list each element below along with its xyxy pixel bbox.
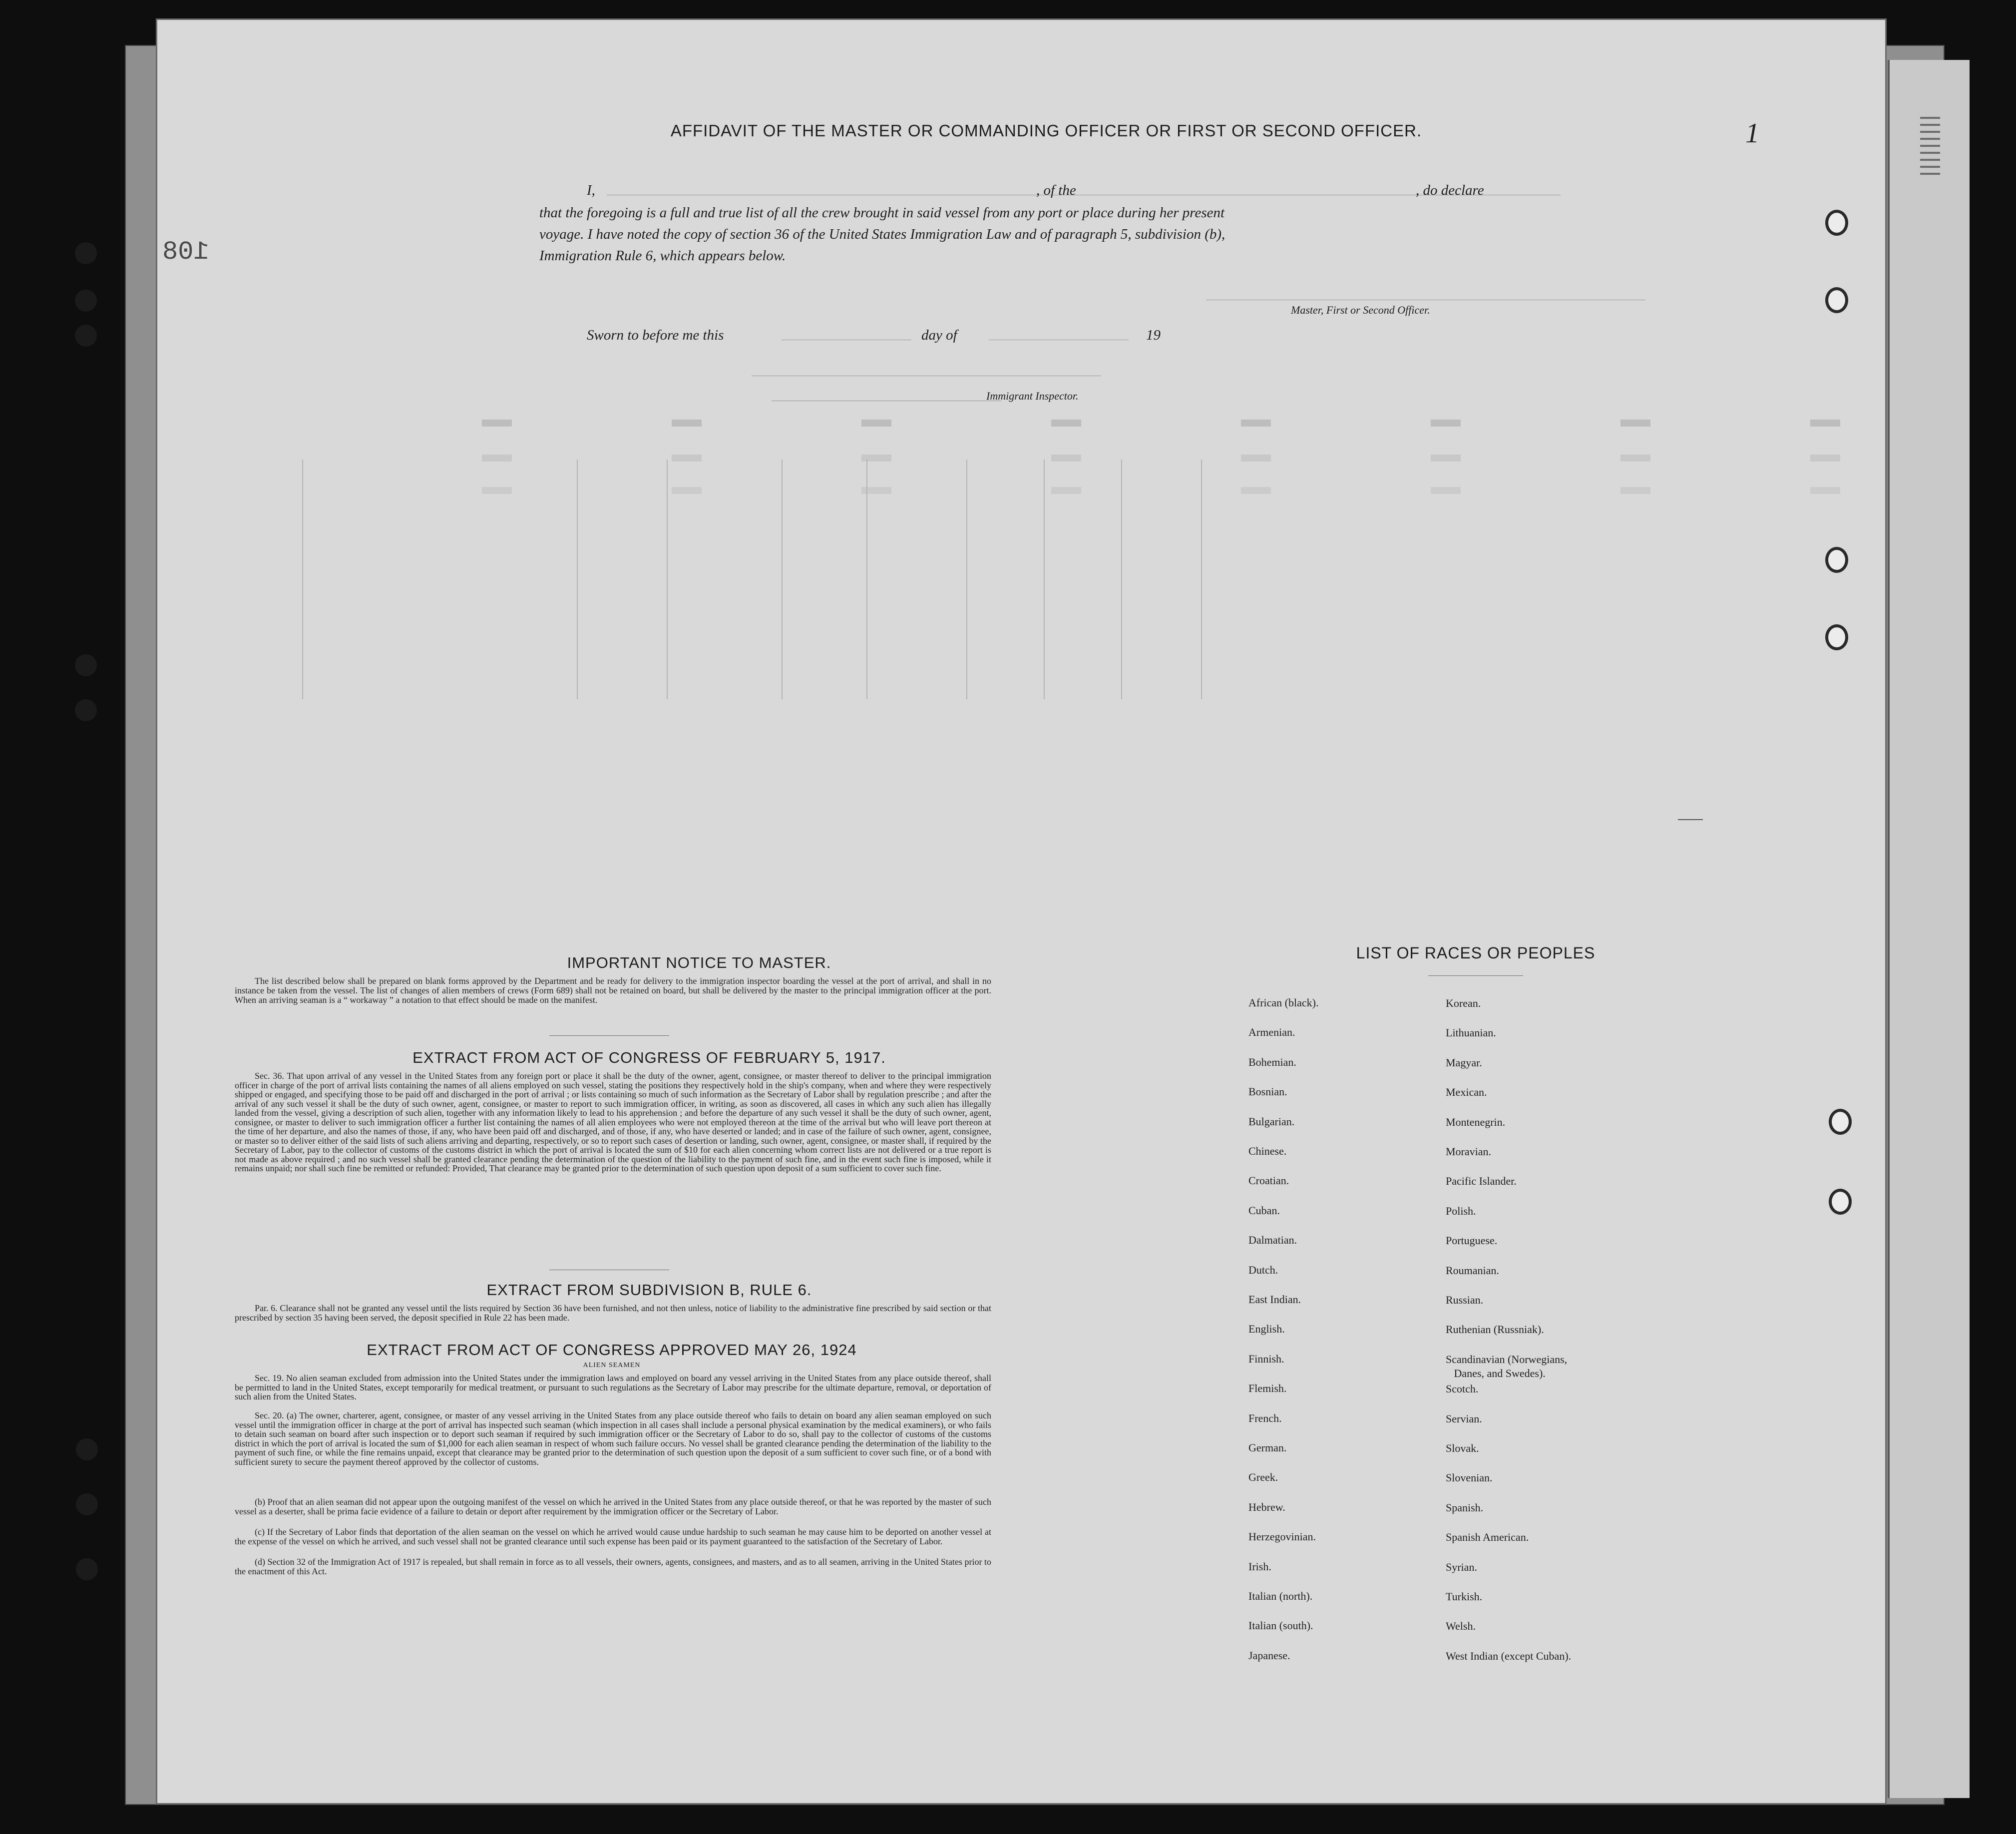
affidavit-i: I, xyxy=(587,182,595,198)
race-item: Servian. xyxy=(1446,1412,1482,1425)
race-item: Bosnian. xyxy=(1248,1085,1287,1098)
race-item: German. xyxy=(1248,1441,1287,1454)
binder-hole xyxy=(75,242,97,264)
race-item: Bohemian. xyxy=(1248,1055,1296,1068)
affidavit-title: AFFIDAVIT OF THE MASTER OR COMMANDING OFFICER OR FIRST OR SECOND OFFICER. xyxy=(670,121,1422,140)
extract-1924-sec20b: (b) Proof that an alien seaman did not appear upon the outgoing manifest of the vessel on which he arrived in the United States from any place outside thereof, or that he was reported by the master of such vessel as a deserter, shall be prima facie evidence of a failure to detain or deport after requirement by the immigration officer or the Secretary of Labor. xyxy=(235,1497,991,1516)
show-through-line xyxy=(1044,459,1045,699)
punch-hole xyxy=(1825,624,1848,650)
race-item: African (black). xyxy=(1248,996,1319,1009)
binder-hole xyxy=(75,699,97,721)
race-item: Roumanian. xyxy=(1446,1264,1499,1277)
race-item: West Indian (except Cuban). xyxy=(1446,1649,1572,1662)
show-through-line xyxy=(577,459,578,699)
show-through-text xyxy=(437,455,1940,461)
edge-strip-marks xyxy=(1920,115,1940,175)
binder-hole xyxy=(76,1438,98,1460)
show-through-text xyxy=(437,420,1940,427)
race-item: Slovak. xyxy=(1446,1442,1479,1454)
show-through-line xyxy=(1121,459,1122,699)
races-title: LIST OF RACES OR PEOPLES xyxy=(1356,944,1596,962)
show-through-text xyxy=(437,487,1940,494)
divider xyxy=(549,1035,669,1036)
punch-hole xyxy=(1829,1109,1852,1135)
day-of-label: day of xyxy=(921,327,957,343)
race-item: Korean. xyxy=(1446,997,1481,1009)
extract-1924-sec20c: (c) If the Secretary of Labor finds that deportation of the alien seaman on the vessel on which he arrived would cause undue hardship to such seaman he may cause him to be deported on another vessel at the expense of the vessel on which he arrived, and such vessel shall not be granted clearance until such expense has been paid or its payment guaranteed to the satisfaction of the Secretary of Labor. xyxy=(235,1527,991,1546)
show-through-line xyxy=(782,459,783,699)
race-item: Croatian. xyxy=(1248,1174,1289,1187)
notice-text: The list described below shall be prepared on blank forms approved by the Department and be ready for delivery to the immigration inspector boarding the vessel at the port of arrival, and shall in no instance be taken from the vessel. The list of changes of alien members of crews (Form 689) shall not be retained on board, but shall be delivered by the master to the principal immigration officer at the port. When an arriving seaman is a “ workaway ” a notation to that effect should be made on the manifest. xyxy=(235,976,991,1005)
race-item: Lithuanian. xyxy=(1446,1026,1496,1039)
document-page xyxy=(157,20,1885,1803)
race-item: Ruthenian (Russniak). xyxy=(1446,1323,1544,1336)
affidavit-body-line3: voyage. I have noted the copy of section 36 of the United States Immigration Law and of paragraph 5, subdivision (b), xyxy=(539,226,1225,242)
stamp-number: 108 xyxy=(162,237,209,267)
race-item: Moravian. xyxy=(1446,1145,1492,1158)
show-through-line xyxy=(866,459,867,699)
show-through-line xyxy=(966,459,967,699)
affidavit-body-line2: that the foregoing is a full and true list of all the crew brought in said vessel from any port or place during her present xyxy=(539,205,1225,221)
extract-1924-subtitle: ALIEN SEAMEN xyxy=(583,1362,641,1369)
binder-hole xyxy=(75,325,97,347)
race-item: Greek. xyxy=(1248,1471,1278,1484)
divider xyxy=(1428,975,1523,976)
race-item: Armenian. xyxy=(1248,1026,1295,1039)
race-item: English. xyxy=(1248,1323,1285,1336)
race-item: East Indian. xyxy=(1248,1293,1301,1306)
race-item: Portuguese. xyxy=(1446,1234,1498,1247)
race-item: Scandinavian (Norwegians, Danes, and Swedes). xyxy=(1446,1353,1568,1379)
race-item: Syrian. xyxy=(1446,1560,1477,1573)
race-item: Pacific Islander. xyxy=(1446,1175,1517,1188)
year-label: 19 xyxy=(1146,327,1161,343)
race-item: Polish. xyxy=(1446,1204,1476,1217)
sworn-label: Sworn to before me this xyxy=(587,327,724,343)
punch-hole xyxy=(1825,547,1848,573)
race-item: Chinese. xyxy=(1248,1145,1287,1157)
race-item: Spanish. xyxy=(1446,1501,1484,1514)
race-item: Dutch. xyxy=(1248,1263,1278,1276)
punch-hole xyxy=(1829,1189,1852,1215)
race-item: Hebrew. xyxy=(1248,1500,1285,1513)
race-item: Welsh. xyxy=(1446,1620,1476,1633)
race-item: Finnish. xyxy=(1248,1352,1284,1365)
race-item: Turkish. xyxy=(1446,1590,1483,1603)
race-item: Japanese. xyxy=(1248,1649,1290,1662)
binder-hole xyxy=(75,290,97,312)
race-item: Montenegrin. xyxy=(1446,1115,1506,1128)
extract-1924-title: EXTRACT FROM ACT OF CONGRESS APPROVED MAY 26, 1924 xyxy=(367,1341,857,1359)
notice-title: IMPORTANT NOTICE TO MASTER. xyxy=(567,954,831,971)
affidavit-body-line4: Immigration Rule 6, which appears below. xyxy=(539,248,786,264)
race-item: Slovenian. xyxy=(1446,1471,1493,1484)
extract-1917-text: Sec. 36. That upon arrival of any vessel in the United States from any foreign port or place it shall be the duty of the owner, agent, consignee, or master thereof to deliver to the principal immigration officer in charge of the port of arrival lists containing the names of all aliens employed on such vessel, stating the positions they respectively hold in the ship's company, when and where they were respectively shipped or engaged, and specifying those to be paid off and discharged in the port of arrival ; or lists containing so much of such information as the Secretary of Labor shall by regulation prescribe ; and after the arrival of any such vessel it shall be the duty of such owner, agent, consignee, or master to report to such immigration officer, in writing, as soon as discovered, all cases in which any such alien has illegally landed from the vessel, giving a description of such alien, together with any information likely to lead to his apprehension ; and before the departure of any such vessel it shall be the duty of such owner, agent, consignee, or master to deliver to such immigration officer a further list containing the names of all alien employees who were not employed thereon at the time of the arrival but who will leave port thereon at the time of her departure, and also the names of those, if any, who have been paid off and discharged, and of those, if any, who have deserted or landed; and in case of the failure of such owner, agent, consignee, or master so to deliver either of the said lists of such aliens arriving and departing, respectively, or so to report such cases of desertion or landing, such owner, agent, consignee, or master shall, if required by the Secretary of Labor, pay to the collector of customs of the customs district in which the port of arrival is located the sum of $10 for each alien concerning whom correct lists are not delivered or a true report is not made as above required ; and no such vessel shall be granted clearance pending the determination of the question of the liability to the payment of such fine, and in the event such fine is imposed, while it remains unpaid; nor shall such fine be remitted or refunded: Provided, That clearance may be granted prior to the determination of such question upon deposit of a sum sufficient to cover such fine. xyxy=(235,1071,991,1173)
extract-rule6-title: EXTRACT FROM SUBDIVISION B, RULE 6. xyxy=(486,1281,812,1299)
race-item: Magyar. xyxy=(1446,1056,1482,1069)
inspector-label: Immigrant Inspector. xyxy=(986,390,1079,402)
race-item: Cuban. xyxy=(1248,1204,1280,1217)
extract-1917-title: EXTRACT FROM ACT OF CONGRESS OF FEBRUARY 5, 1917. xyxy=(412,1049,886,1066)
extract-1924-sec20d: (d) Section 32 of the Immigration Act of 1917 is repealed, but shall remain in force as to all vessels, their owners, agents, consignees, and masters, and as to all seamen, arriving in the United States prior to the enactment of this Act. xyxy=(235,1557,991,1576)
page-number: 1 xyxy=(1745,118,1759,149)
race-item: Spanish American. xyxy=(1446,1531,1529,1544)
race-item: Scotch. xyxy=(1446,1382,1479,1395)
extract-rule6-text: Par. 6. Clearance shall not be granted any vessel until the lists required by Section 36 have been furnished, and not then unless, notice of liability to the administrative fine prescribed by said section or that prescribed by section 35 having been served, the deposit specified in Rule 22 has been made. xyxy=(235,1303,991,1323)
show-through-line xyxy=(1201,459,1202,699)
punch-hole xyxy=(1825,210,1848,236)
race-item: Russian. xyxy=(1446,1294,1484,1306)
punch-hole xyxy=(1825,287,1848,313)
binder-hole xyxy=(75,654,97,676)
race-item: Bulgarian. xyxy=(1248,1115,1295,1128)
race-item: French. xyxy=(1248,1411,1282,1424)
extract-1924-sec20a: Sec. 20. (a) The owner, charterer, agent, consignee, or master of any vessel arriving in the United States from any place outside thereof who fails to detain on board any alien seaman employed on such vessel until the immigration officer in charge at the port of arrival has inspected such seaman (which inspection in all cases shall include a personal physical examination by the medical examiners), or who fails to detain such seaman on board after such inspection or to deport such seaman if required by such immigration officer or the Secretary of Labor to do so, shall pay to the collector of customs of the customs district in which the port of arrival is located the sum of $1,000 for each alien seaman in respect of whom such failure occurs. No vessel shall be granted clearance pending the determination of the liability to the payment of such fine, or while the fine remains unpaid, except that clearance may be granted prior to the determination of such question upon the deposit of a sum sufficient to cover such fine, or of a bond with sufficient surety to secure the payment thereof approved by the collector of customs. xyxy=(235,1410,992,1467)
race-item: Italian (north). xyxy=(1248,1590,1313,1602)
binder-hole xyxy=(76,1493,98,1515)
race-item: Dalmatian. xyxy=(1248,1234,1297,1247)
extract-1924-sec19: Sec. 19. No alien seaman excluded from admission into the United States under the immigration laws and employed on board any vessel arriving in the United States from any place outside thereof, shall be permitted to land in the United States, except temporarily for medical treatment, or pursuant to such regulations as the Secretary of Labor may prescribe for the ultimate departure, removal, or deportation of such alien from the United States. xyxy=(235,1373,991,1401)
show-through-line xyxy=(667,459,668,699)
affidavit-declare: , do declare xyxy=(1416,182,1484,198)
right-edge-sheet xyxy=(1888,60,1970,1798)
binder-hole xyxy=(76,1558,98,1580)
master-signature-label: Master, First or Second Officer. xyxy=(1291,304,1430,316)
race-item: Flemish. xyxy=(1248,1382,1287,1395)
affidavit-of-the: , of the xyxy=(1036,182,1076,198)
race-item: Italian (south). xyxy=(1248,1619,1313,1632)
pen-mark xyxy=(1678,819,1703,820)
show-through-line xyxy=(302,459,303,699)
race-item: Mexican. xyxy=(1446,1086,1487,1099)
race-item: Irish. xyxy=(1248,1560,1271,1573)
race-item: Herzegovinian. xyxy=(1248,1530,1316,1543)
